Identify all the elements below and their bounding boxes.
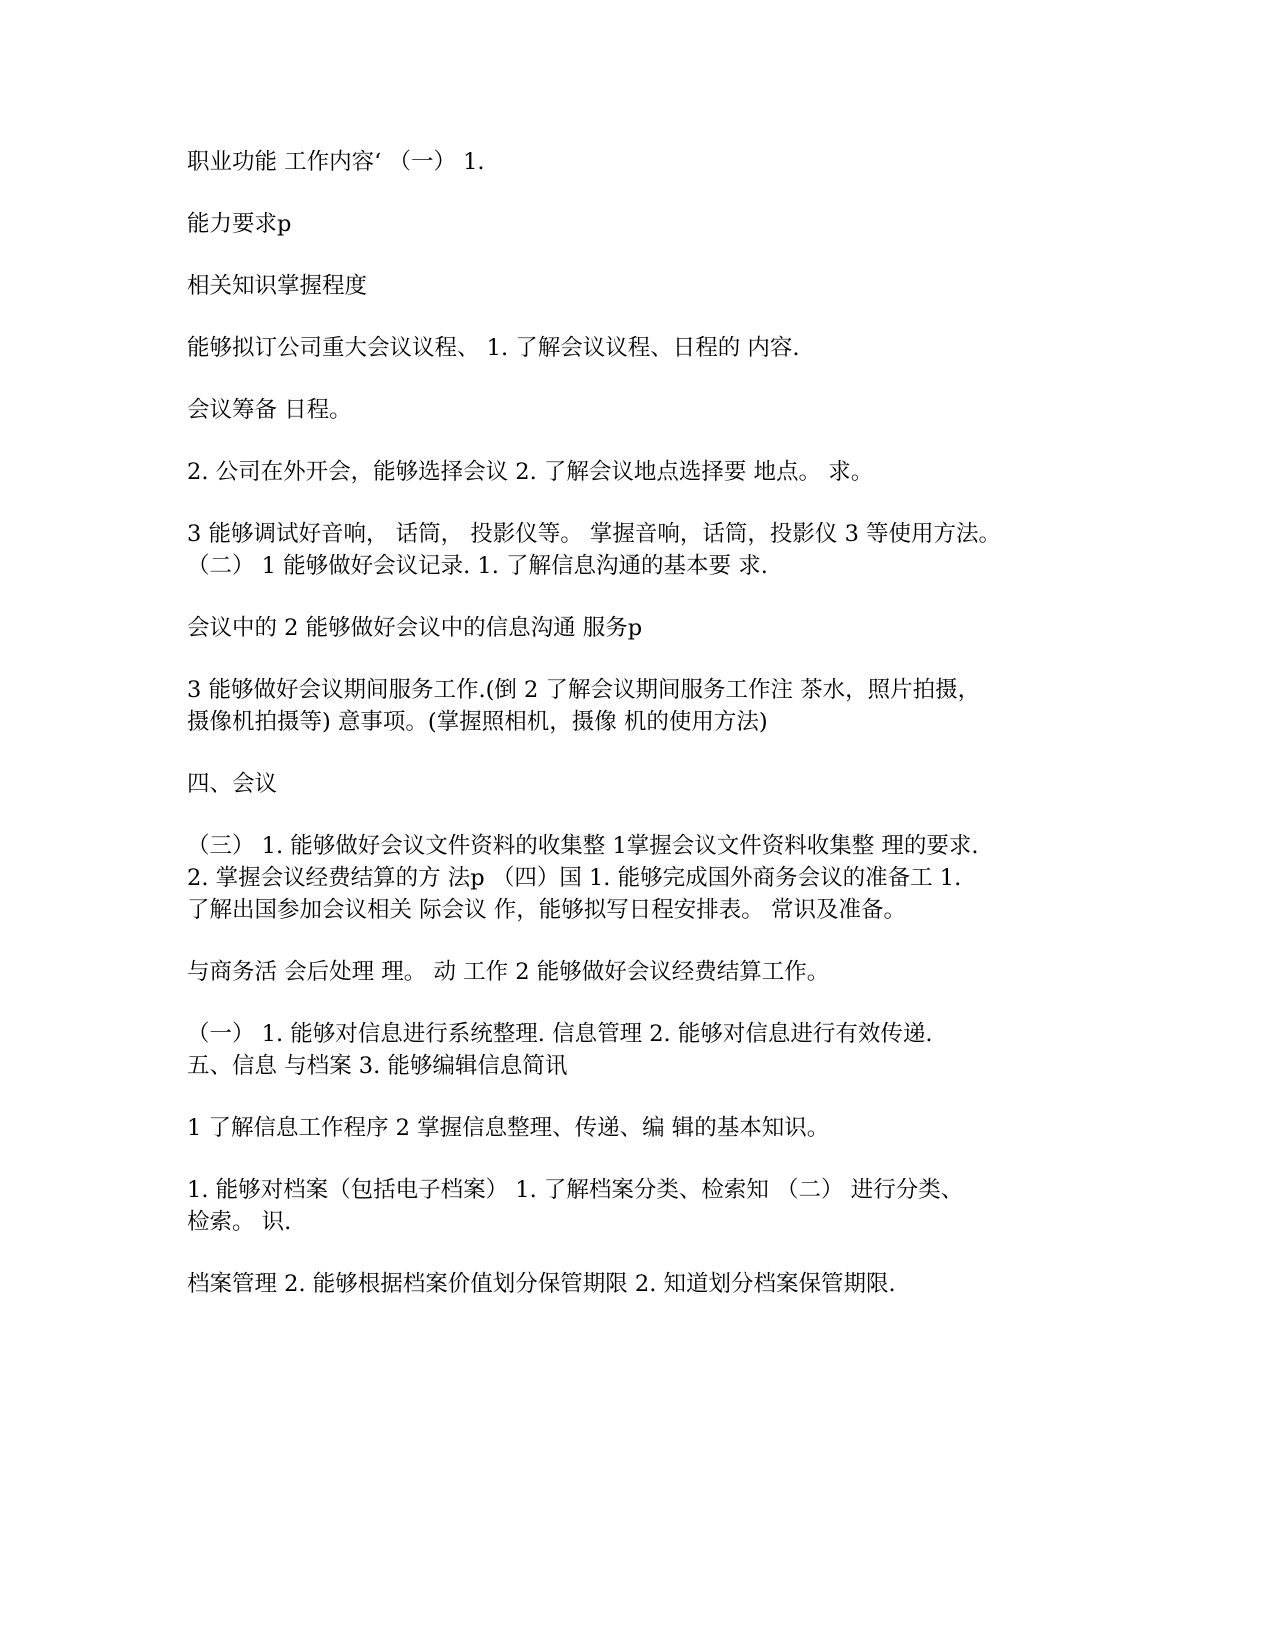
paragraph — [187, 1174, 1107, 1238]
text-line: 1. 能够对档案（包括电子档案） 1. 了解档案分类、检索知 （二） 进行分类、 — [187, 1177, 964, 1203]
text-line: （三） 1. 能够做好会议文件资料的收集整 1掌握会议文件资料收集整 理的要求. — [187, 833, 979, 859]
text-line: （二） 1 能够做好会议记录. 1. 了解信息沟通的基本要 求. — [187, 553, 768, 579]
text-line: 2. 公司在外开会，能够选择会议 2. 了解会议地点选择要 地点。 求。 — [187, 459, 874, 485]
paragraph — [187, 394, 1107, 426]
text-line: 职业功能 工作内容‘ （一） 1. — [187, 149, 485, 175]
paragraph — [187, 1112, 1107, 1144]
text-line: 2. 掌握会议经费结算的方 法p （四）国 1. 能够完成国外商务会议的准备工 1. — [187, 865, 962, 891]
paragraph — [187, 830, 1107, 926]
text-line: 1 了解信息工作程序 2 掌握信息整理、传递、编 辑的基本知识。 — [187, 1115, 830, 1141]
paragraph — [187, 146, 1107, 178]
paragraph — [187, 1268, 1107, 1300]
paragraph — [187, 518, 1107, 582]
paragraph — [187, 956, 1107, 988]
text-line: 能够拟订公司重大会议议程、 1. 了解会议议程、日程的 内容. — [187, 335, 800, 361]
text-line: 了解出国参加会议相关 际会议 作，能够拟写日程安排表。 常识及准备。 — [187, 897, 906, 923]
text-line: 与商务活 会后处理 理。 动 工作 2 能够做好会议经费结算工作。 — [187, 959, 830, 985]
text-line: 四、会议 — [187, 771, 278, 797]
text-line: 能力要求p — [187, 211, 292, 237]
text-line: 检索。 识. — [187, 1209, 292, 1235]
document-body — [187, 146, 1107, 1330]
text-line: 摄像机拍摄等) 意事项。(掌握照相机，摄像 机的使用方法) — [187, 709, 768, 735]
text-line: 档案管理 2. 能够根据档案价值划分保管期限 2. 知道划分档案保管期限. — [187, 1271, 896, 1297]
paragraph — [187, 612, 1107, 644]
text-line: 相关知识掌握程度 — [187, 273, 368, 299]
paragraph — [187, 674, 1107, 738]
paragraph — [187, 208, 1107, 240]
paragraph — [187, 456, 1107, 488]
text-line: 3 能够做好会议期间服务工作.(倒 2 了解会议期间服务工作注 茶水，照片拍摄， — [187, 677, 981, 703]
paragraph — [187, 1018, 1107, 1082]
paragraph — [187, 270, 1107, 302]
paragraph — [187, 332, 1107, 364]
text-line: 五、信息 与档案 3. 能够编辑信息简讯 — [187, 1053, 568, 1079]
text-line: 3 能够调试好音响， 话筒， 投影仪等。 掌握音响，话筒，投影仪 3 等使用方法。 — [187, 521, 1002, 547]
paragraph — [187, 768, 1107, 800]
text-line: 会议中的 2 能够做好会议中的信息沟通 服务p — [187, 615, 643, 641]
text-line: 会议筹备 日程。 — [187, 397, 352, 423]
text-line: （一） 1. 能够对信息进行系统整理. 信息管理 2. 能够对信息进行有效传递. — [187, 1021, 933, 1047]
